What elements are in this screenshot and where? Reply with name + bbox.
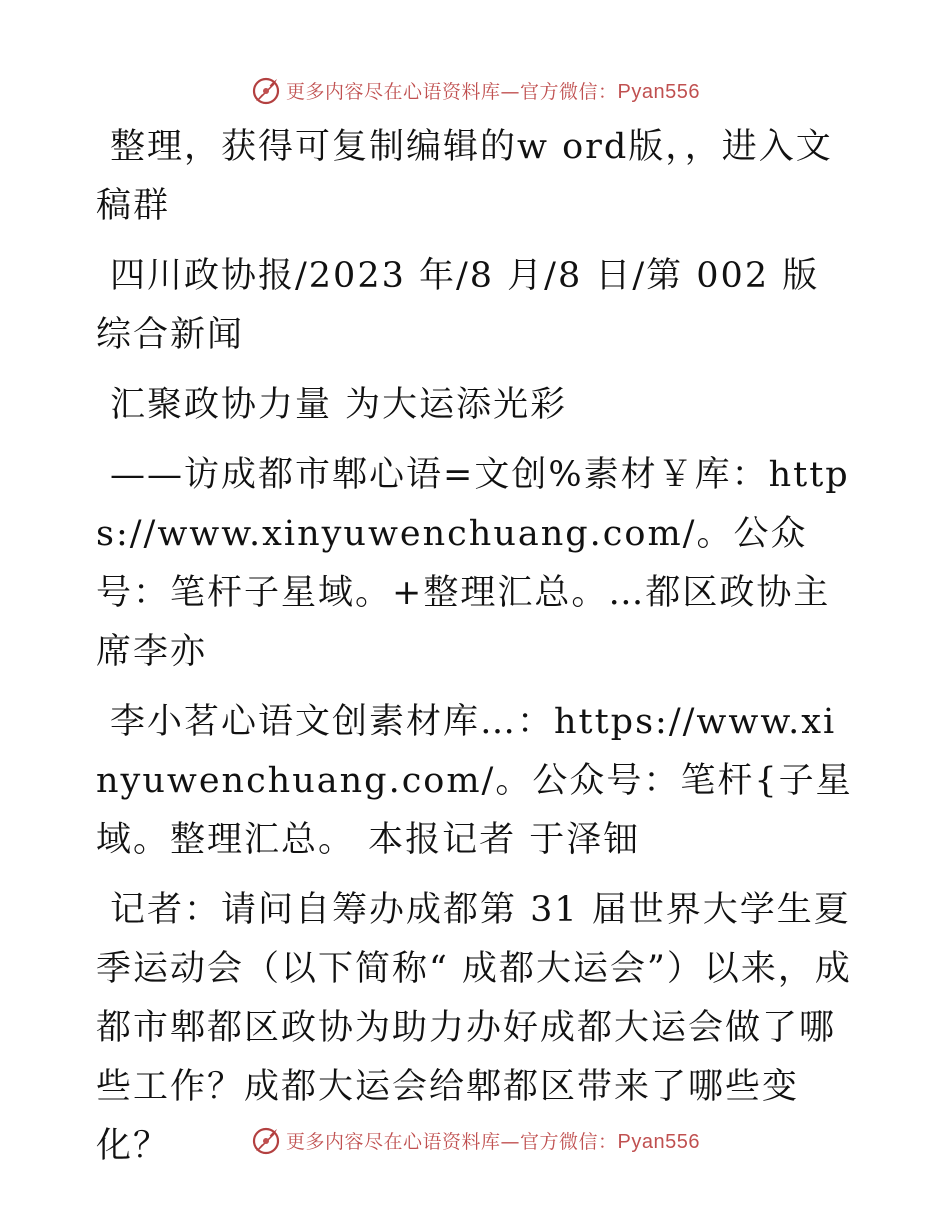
footer-watermark-banner [0,1120,950,1160]
wechat-id: Pyan556 [617,1130,700,1153]
wechat-id: Pyan556 [617,80,700,103]
intro-line: 整理，获得可复制编辑的w ord版，，进入文稿群 [96,127,833,226]
header-watermark-banner [0,70,950,110]
quill-pen-logo-icon [250,1124,282,1156]
interview-question: 记者：请问自筹办成都第 31 届世界大学生夏季运动会（以下简称“ 成都大运会”）以来，成都市郫都区政协为助力办好成都大运会做了哪些工作？成都大运会给郫都区带来了哪些变化？ [96,890,852,1166]
quill-pen-logo-icon [250,74,282,106]
banner-label: 更多内容尽在心语资料库—官方微信：Pyan556 [286,1130,700,1153]
article-body [96,118,856,1187]
banner-label: 更多内容尽在心语资料库—官方微信：Pyan556 [286,80,700,103]
article-subheadline: ——访成都市郫心语=文创%素材￥库：https://www.xinyuwenchuang.com/。公众号：笔杆子星域。+整理汇总。…都区政协主席李亦 [96,455,850,672]
byline: 李小茗心语文创素材库…：https://www.xinyuwenchuang.com/。公众号：笔杆{子星域。整理汇总。 本报记者 于泽钿 [96,702,853,860]
source-line: 四川政协报/2023 年/8 月/8 日/第 002 版综合新闻 [96,256,820,355]
article-headline: 汇聚政协力量 为大运添光彩 [110,385,568,425]
